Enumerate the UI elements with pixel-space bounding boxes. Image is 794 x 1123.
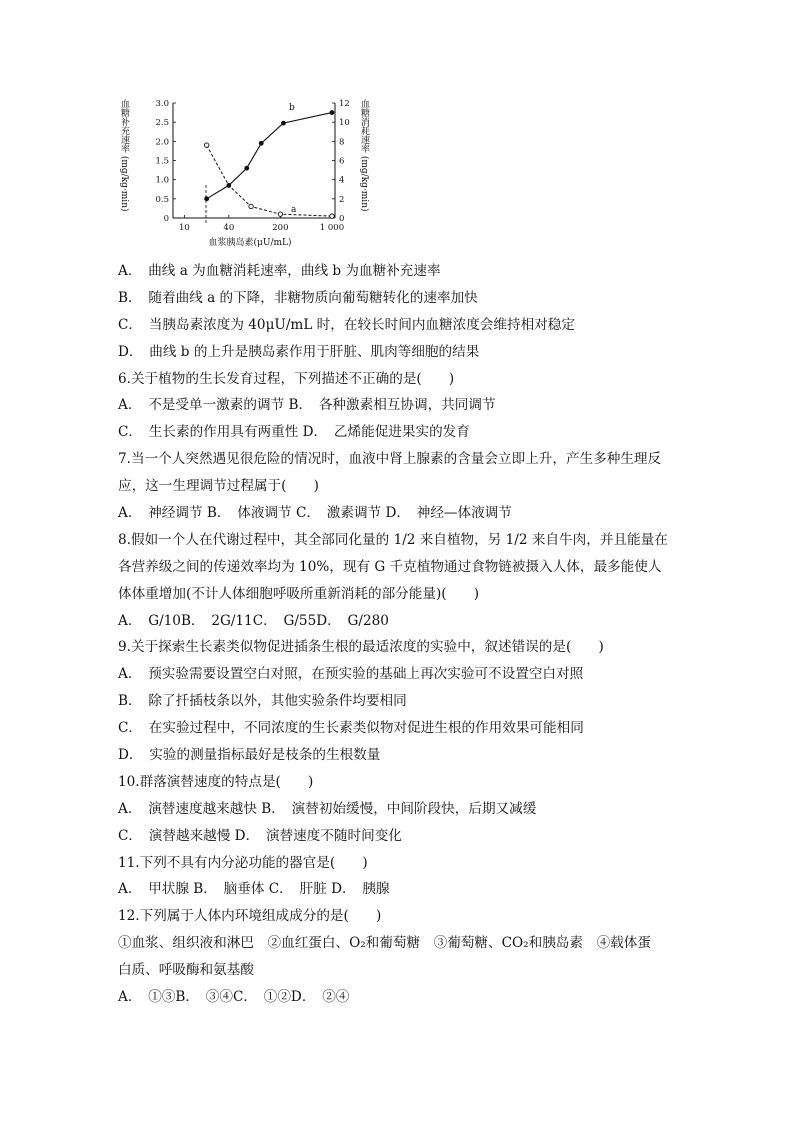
- series-b-point: [281, 121, 286, 126]
- text-line: B． 随着曲线 a 的下降，非糖物质向葡萄糖转化的速率加快: [118, 289, 478, 306]
- text-line: 7.当一个人突然遇见很危险的情况时，血液中肾上腺素的含量会立即上升，产生多种生理反: [118, 451, 662, 468]
- text-line: A． 甲状腺 B． 脑垂体 C． 肝脏 D． 胰腺: [118, 881, 390, 898]
- text-line: A． ①③B． ③④C． ①②D． ②④: [118, 989, 350, 1006]
- text-line: 11.下列不具有内分泌功能的器官是( ): [118, 854, 368, 871]
- text-line: 12.下列属于人体内环境组成成分的是( ): [118, 908, 382, 925]
- text-line: D． 曲线 b 的上升是胰岛素作用于肝脏、肌肉等细胞的结果: [118, 343, 480, 360]
- text-line: C． 生长素的作用具有两重性 D． 乙烯能促进果实的发育: [118, 424, 470, 441]
- text-line: C． 当胰岛素浓度为 40μU/mL 时，在较长时间内血糖浓度会维持相对稳定: [118, 316, 575, 333]
- y-right-tick-label: 0: [339, 214, 345, 224]
- text-line: C． 在实验过程中，不同浓度的生长素类似物对促进生根的作用效果可能相同: [118, 720, 584, 737]
- text-line: 白质、呼吸酶和氨基酸: [118, 962, 254, 979]
- y-right-label: 血糖消耗速率 (mg/kg·min): [359, 99, 369, 212]
- x-tick-label: 40: [223, 223, 235, 233]
- y-left-tick-label: 1.0: [155, 175, 169, 186]
- text-line: 体体重增加(不计人体细胞呼吸所重新消耗的部分能量)( ): [118, 585, 480, 602]
- y-left-tick-label: 0: [163, 214, 169, 224]
- x-axis-label: 血浆胰岛素(μU/mL): [208, 238, 292, 248]
- insulin-chart: [115, 93, 375, 250]
- text-line: A． 神经调节 B． 体液调节 C． 激素调节 D． 神经—体液调节: [118, 505, 512, 522]
- series-b-line: [207, 113, 332, 199]
- text-line: A． G/10B． 2G/11C． G/55D． G/280: [118, 612, 389, 629]
- series-b-label: b: [289, 103, 295, 113]
- text-line: 10.群落演替速度的特点是( ): [118, 773, 314, 790]
- series-b-point: [244, 166, 249, 171]
- series-a-point: [278, 212, 282, 216]
- text-line: A． 不是受单一激素的调节 B． 各种激素相互协调，共同调节: [118, 397, 496, 414]
- text-line: A． 演替速度越来越快 B． 演替初始缓慢，中间阶段快，后期又减缓: [118, 800, 537, 817]
- question-text: [118, 258, 688, 1011]
- text-line: 6.关于植物的生长发育过程，下列描述不正确的是( ): [118, 370, 455, 387]
- x-tick-label: 200: [272, 223, 289, 233]
- y-left-tick-label: 0.5: [155, 194, 169, 205]
- text-line: A． 曲线 a 为血糖消耗速率，曲线 b 为血糖补充速率: [118, 263, 441, 279]
- series-a-point: [249, 204, 253, 208]
- series-b-point: [259, 141, 264, 146]
- text-line: B． 除了扦插枝条以外，其他实验条件均要相同: [118, 693, 407, 710]
- y-right-tick-label: 12: [339, 99, 350, 109]
- y-right-tick-label: 8: [339, 137, 345, 148]
- text-line: D． 实验的测量指标最好是枝条的生根数量: [118, 747, 381, 764]
- text-line: 9.关于探索生长素类似物促进插条生根的最适浓度的实验中，叙述错误的是( ): [118, 639, 604, 656]
- series-a-line: [207, 145, 332, 216]
- text-line: 应，这一生理调节过程属于( ): [118, 478, 319, 495]
- series-b-point: [330, 110, 335, 115]
- series-b-point: [226, 183, 231, 188]
- y-right-tick-label: 2: [339, 194, 345, 205]
- text-line: 各营养级之间的传递效率均为 10%，现有 G 千克植物通过食物链被摄入人体，最多能使人: [118, 558, 662, 575]
- y-left-tick-label: 1.5: [155, 156, 169, 167]
- text-line: C． 演替越来越慢 D． 演替速度不随时间变化: [118, 827, 402, 844]
- text-line: A． 预实验需要设置空白对照，在预实验的基础上再次实验可不设置空白对照: [118, 666, 584, 683]
- y-left-tick-label: 2.0: [155, 137, 169, 148]
- series-a-label: a: [291, 205, 297, 215]
- text-line: ①血浆、组织液和淋巴 ②血红蛋白、O₂和葡萄糖 ③葡萄糖、CO₂和胰岛素 ④载体蛋: [118, 935, 651, 952]
- y-right-tick-label: 6: [339, 156, 345, 167]
- y-left-label: 血糖补充速率 (mg/kg·min): [119, 99, 129, 212]
- y-left-tick-label: 2.5: [155, 118, 169, 129]
- x-tick-label: 10: [179, 223, 190, 233]
- series-a-point: [330, 214, 334, 218]
- x-tick-label: 1 000: [319, 223, 345, 233]
- y-right-tick-label: 4: [339, 175, 345, 186]
- text-line: 8.假如一个人在代谢过程中，其全部同化量的 1/2 来自植物，另 1/2 来自牛肉，并且能量在: [118, 531, 668, 548]
- y-left-tick-label: 3.0: [155, 99, 169, 109]
- series-b-point: [204, 196, 209, 201]
- series-a-point: [204, 143, 208, 147]
- y-right-tick-label: 10: [339, 118, 350, 129]
